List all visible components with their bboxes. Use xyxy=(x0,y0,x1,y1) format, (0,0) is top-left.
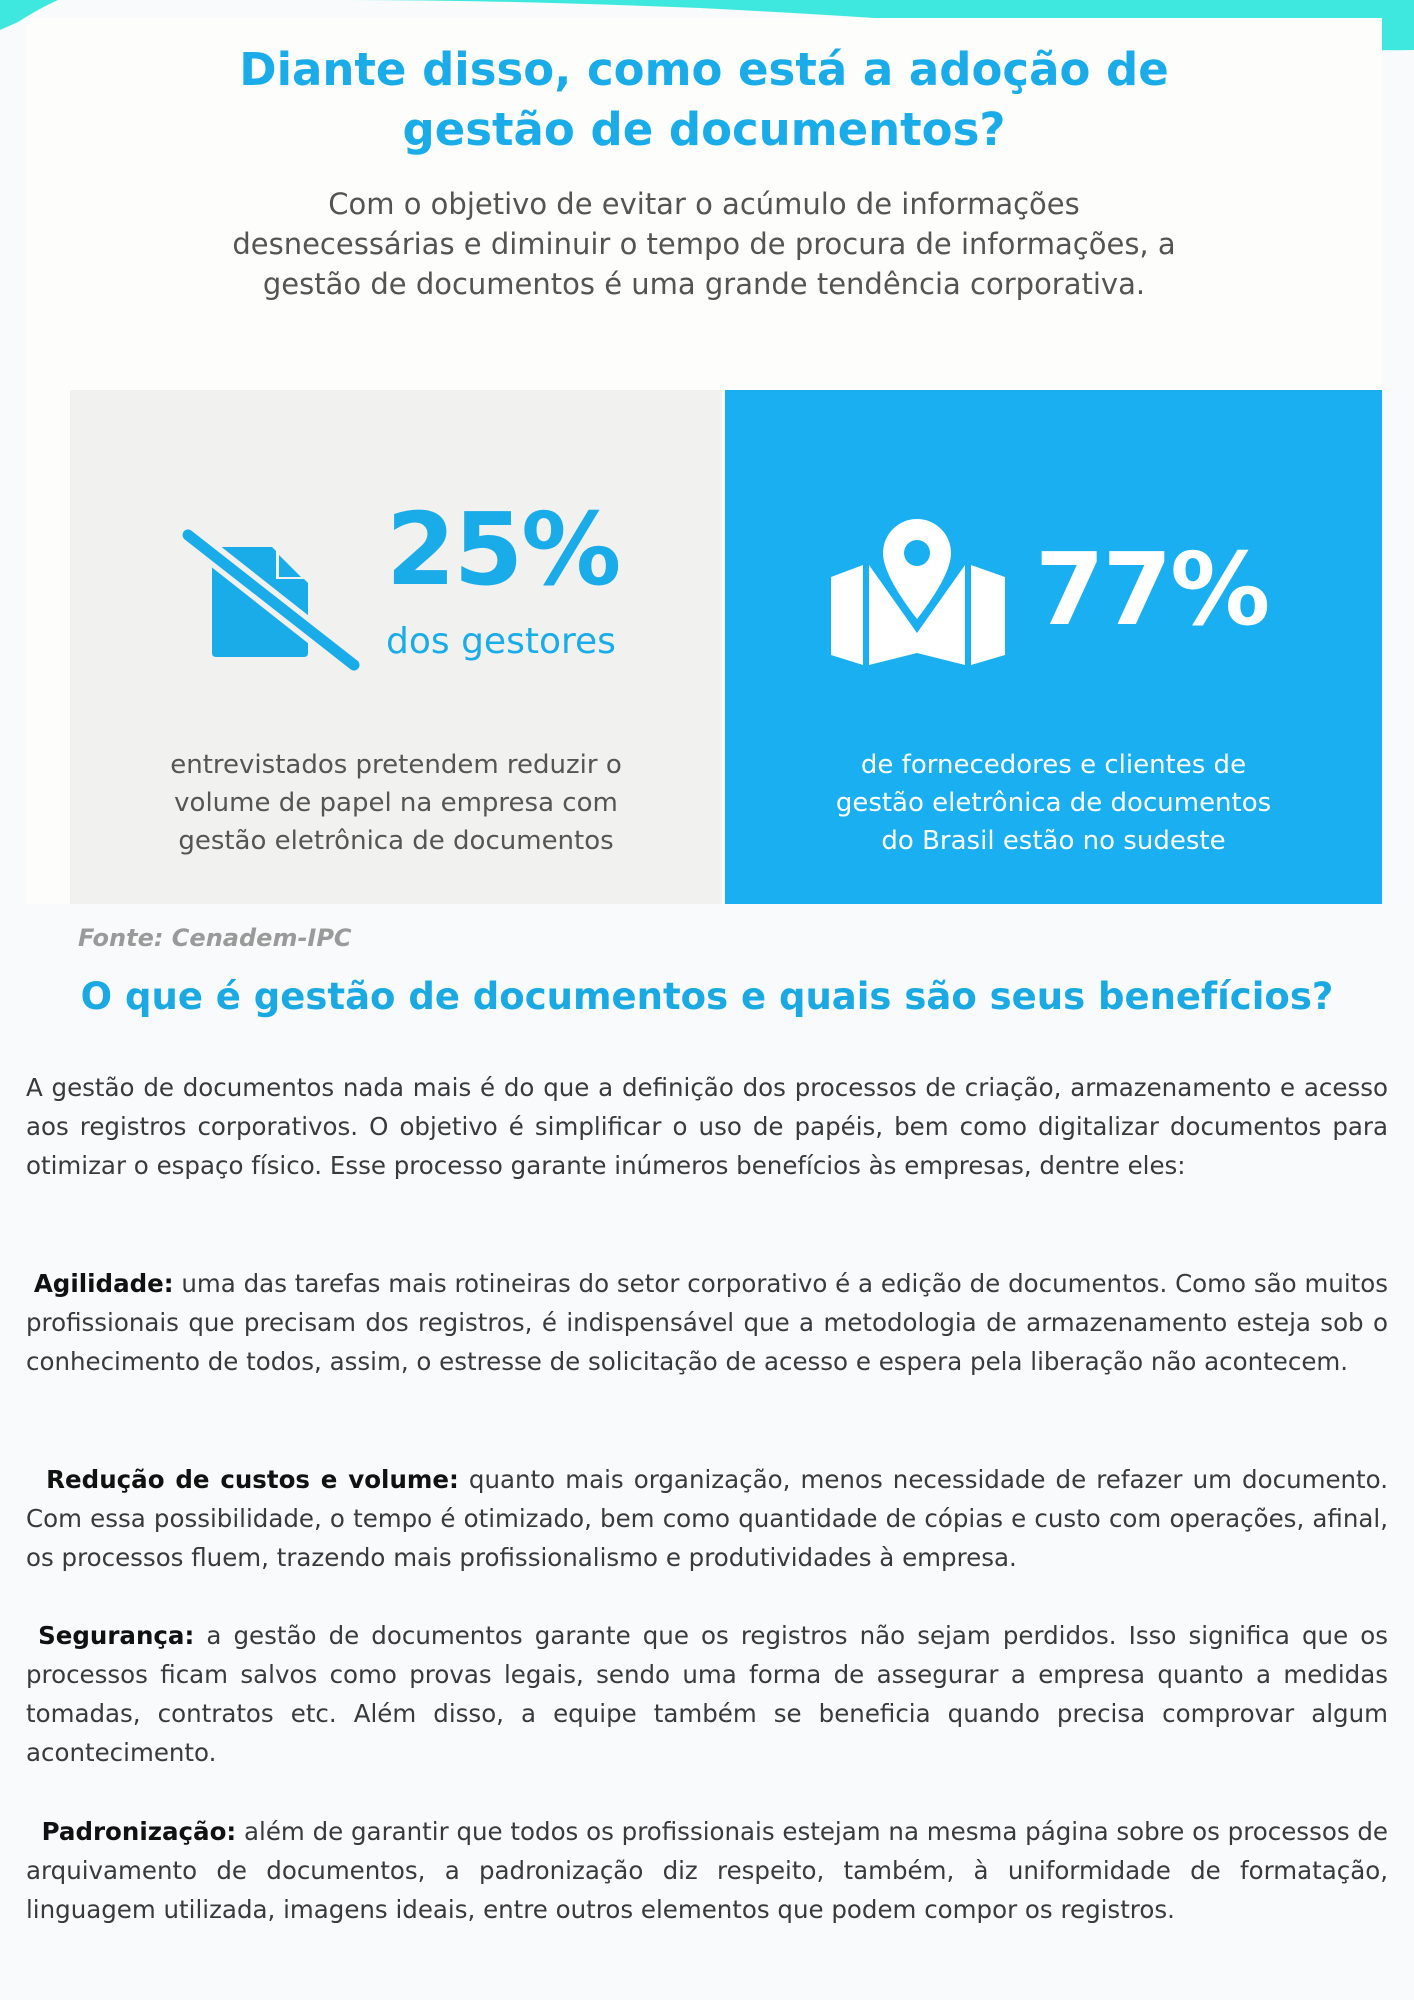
stat-description-right: de fornecedores e clientes de gestão eletrônica de documentos do Brasil estão no sudeste xyxy=(835,750,1272,856)
benefit-term: Segurança: xyxy=(38,1621,195,1650)
source-caption: Fonte: Cenadem-IPC xyxy=(78,924,352,952)
section-heading: O que é gestão de documentos e quais são seus benefícios? xyxy=(80,975,1334,1018)
stat-panel-suppliers xyxy=(725,390,1382,904)
benefit-paragraph-seguranca xyxy=(26,1616,1388,1772)
stat-description-left: entrevistados pretendem reduzir o volume de papel na empresa com gestão eletrônica de documentos xyxy=(170,750,622,856)
map-pin-icon xyxy=(829,515,1009,675)
benefit-paragraph-agilidade xyxy=(26,1264,1388,1381)
benefit-paragraph-padronizacao xyxy=(26,1812,1388,1929)
benefit-term: Redução de custos e volume: xyxy=(46,1465,459,1494)
benefit-text: quanto mais organização, menos necessidade de refazer um documento. Com essa possibilidade, o tempo é otimizado, bem como quantidade de cópias e custo com operações, afinal, os processos fluem, trazendo mais profissionalismo e produtividades à empresa. xyxy=(26,1465,1389,1572)
stat-value-25: 25% xyxy=(386,491,620,608)
stat-panel-managers xyxy=(70,390,722,904)
stat-label-gestores: dos gestores xyxy=(386,621,616,662)
benefit-text: além de garantir que todos os profissionais estejam na mesma página sobre os processos de arquivamento de documentos, a padronização diz respeito, também, à uniformidade de formatação, linguagem utilizada, imagens ideais, entre outros elementos que podem compor os registros. xyxy=(26,1817,1389,1924)
intro-paragraph: A gestão de documentos nada mais é do que a definição dos processos de criação, armazenamento e acesso aos registros corporativos. O objetivo é simplificar o uso de papéis, bem como digitalizar documentos para otimizar o espaço físico. Esse processo garante inúmeros benefícios às empresas, dentre eles: xyxy=(26,1073,1388,1180)
benefit-term: Padronização: xyxy=(41,1817,237,1846)
benefit-paragraph-custos xyxy=(26,1460,1388,1577)
benefit-text: a gestão de documentos garante que os registros não sejam perdidos. Isso significa que os processos ficam salvos como provas legais, sendo uma forma de assegurar a empresa quanto a medidas tomadas, contratos etc. Além disso, a equipe também se beneficia quando precisa comprovar algum acontecimento. xyxy=(26,1621,1388,1767)
infographic xyxy=(26,18,1382,904)
stat-value-77: 77% xyxy=(1035,531,1269,648)
benefit-term: Agilidade: xyxy=(33,1269,174,1298)
infographic-title: Diante disso, como está a adoção de gestão de documentos? xyxy=(239,43,1169,156)
no-paper-icon xyxy=(180,525,370,675)
benefit-text: uma das tarefas mais rotineiras do setor corporativo é a edição de documentos. Como são muitos profissionais que precisam dos registros, é indispensável que a metodologia de armazenamento esteja sob o conhecimento de todos, assim, o estresse de solicitação de acesso e espera pela liberação não acontecem. xyxy=(26,1269,1389,1376)
infographic-subtitle: Com o objetivo de evitar o acúmulo de informações desnecessárias e diminuir o tempo de procura de informações, a gestão de documentos é uma grande tendência corporativa. xyxy=(232,187,1176,301)
